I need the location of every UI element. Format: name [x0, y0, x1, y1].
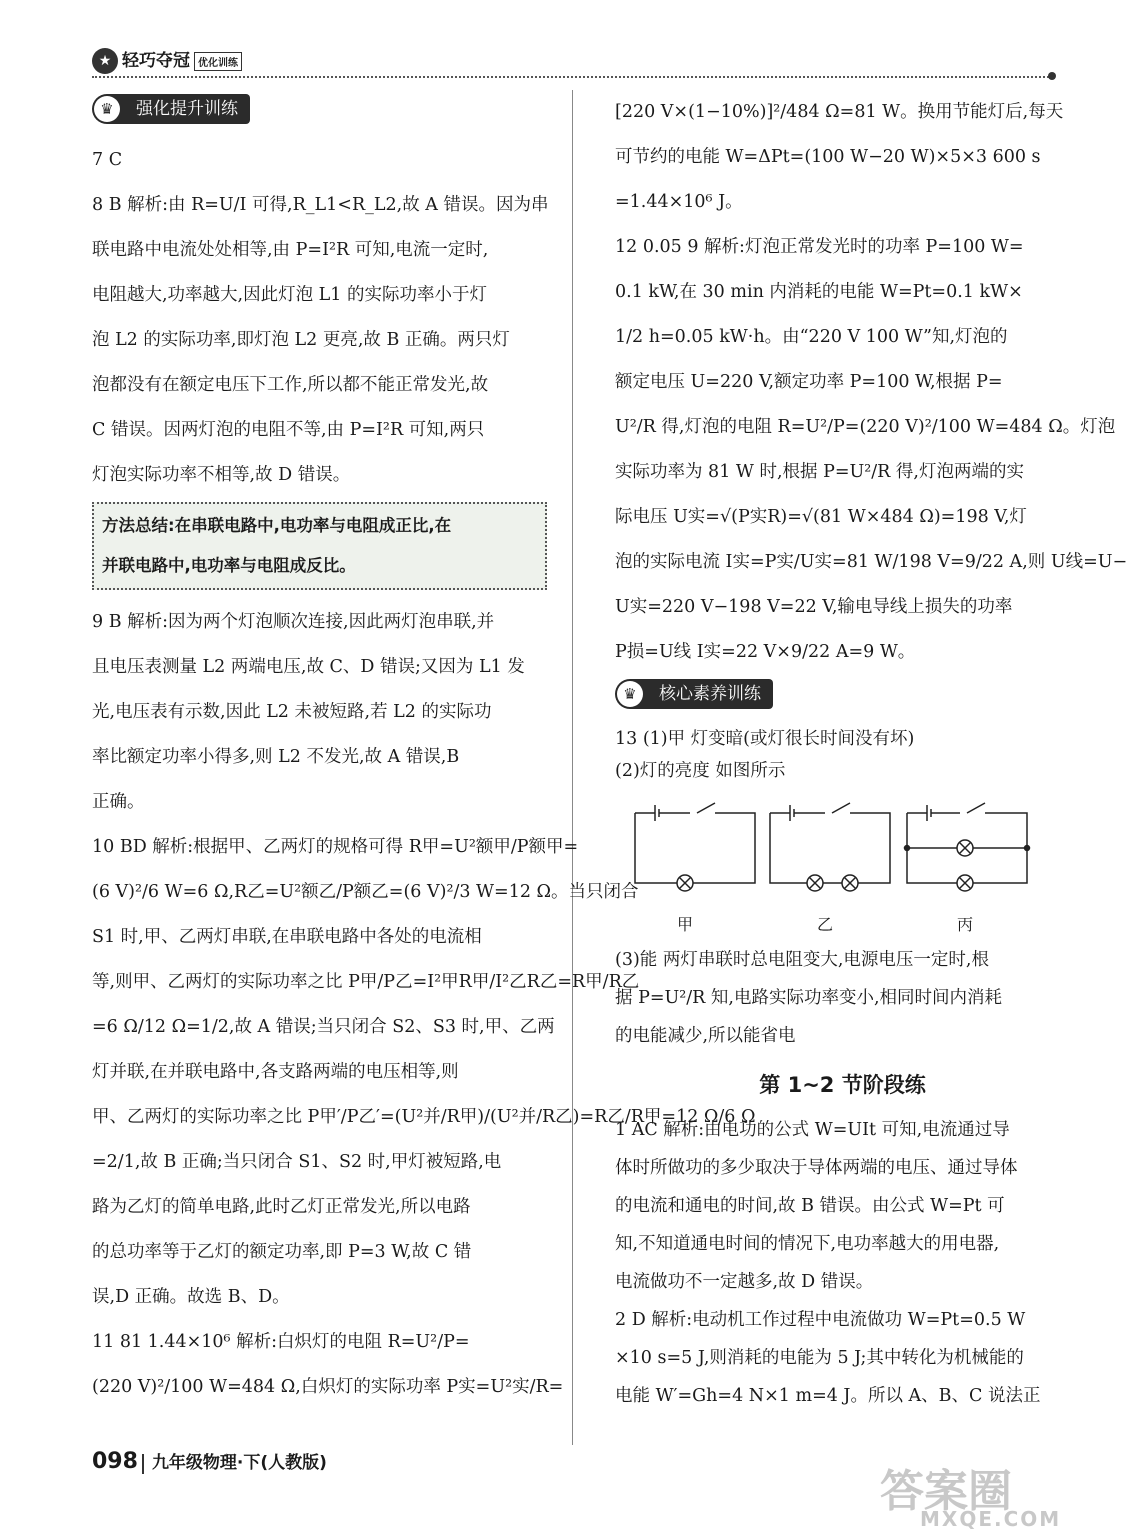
text-line: 电阻越大,功率越大,因此灯泡 L1 的实际功率小于灯 [92, 285, 488, 305]
circuit-label: 丙 [956, 915, 973, 934]
text-line: 7 C [92, 150, 123, 170]
text-line: 9 B 解析:因为两个灯泡顺次连接,因此两灯泡串联,并 [92, 612, 495, 632]
circuit-jia [635, 803, 755, 891]
text-line: 灯泡实际功率不相等,故 D 错误。 [92, 465, 351, 485]
text-line: 的电能减少,所以能省电 [615, 1026, 796, 1046]
logo-tag: 优化训练 [194, 52, 242, 71]
column-divider [572, 90, 573, 1445]
text-line: [220 V×(1−10%)]²/484 Ω=81 W。换用节能灯后,每天 [615, 102, 1064, 122]
answer-block-11-12 [615, 90, 1127, 675]
watermark [880, 1455, 1062, 1531]
text-line: U实=220 V−198 V=22 V,输电导线上损失的功率 [615, 597, 1013, 617]
page-header [92, 44, 1052, 78]
text-line: 且电压表测量 L2 两端电压,故 C、D 错误;又因为 L1 发 [92, 657, 525, 677]
text-line: 2 D 解析:电动机工作过程中电流做功 W=Pt=0.5 W [615, 1310, 1026, 1330]
text-line: 的电流和通电的时间,故 B 错误。由公式 W=Pt 可 [615, 1196, 1005, 1216]
method-summary-box [92, 502, 547, 590]
text-line: 路为乙灯的简单电路,此时乙灯正常发光,所以电路 [92, 1197, 471, 1217]
text-line: 知,不知道通电时间的情况下,电功率越大的用电器, [615, 1234, 1000, 1254]
text-line: 据 P=U²/R 知,电路实际功率变小,相同时间内消耗 [615, 988, 1003, 1008]
text-line: 泡都没有在额定电压下工作,所以都不能正常发光,故 [92, 375, 489, 395]
text-line: 光,电压表有示数,因此 L2 未被短路,若 L2 的实际功 [92, 702, 492, 722]
text-line: =6 Ω/12 Ω=1/2,故 A 错误;当只闭合 S2、S3 时,甲、乙两 [92, 1017, 555, 1037]
text-line: 0.1 kW,在 30 min 内消耗的电能 W=Pt=0.1 kW× [615, 282, 1023, 302]
method-line: 方法总结:在串联电路中,电功率与电阻成正比,在 [102, 516, 452, 535]
text-line: 可节约的电能 W=ΔPt=(100 W−20 W)×5×3 600 s [615, 147, 1041, 167]
text-line: U²/R 得,灯泡的电阻 R=U²/P=(220 V)²/100 W=484 Ω。灯泡 [615, 417, 1116, 437]
text-line: =2/1,故 B 正确;当只闭合 S1、S2 时,甲灯被短路,电 [92, 1152, 502, 1172]
text-line: 额定电压 U=220 V,额定功率 P=100 W,根据 P= [615, 372, 1003, 392]
text-line: 际电压 U实=√(P实R)=√(81 W×484 Ω)=198 V,灯 [615, 507, 1027, 527]
text-line: 13 (1)甲 灯变暗(或灯很长时间没有坏) [615, 729, 915, 749]
text-line: 1 AC 解析:由电功的公式 W=UIt 可知,电流通过导 [615, 1120, 1010, 1140]
circuit-diagrams [615, 793, 1045, 903]
text-line: 甲、乙两灯的实际功率之比 P甲′/P乙′=(U²并/R甲)/(U²并/R乙)=R乙/R甲=12 Ω/6 Ω [92, 1107, 756, 1127]
answer-block-13 [615, 723, 1070, 787]
text-line: ×10 s=5 J,则消耗的电能为 5 J;其中转化为机械能的 [615, 1348, 1024, 1368]
header-dot [1048, 72, 1056, 80]
answer-block-13-3 [615, 941, 1070, 1055]
crown-icon: ♛ [617, 681, 643, 707]
text-line: P损=U线 I实=22 V×9/22 A=9 W。 [615, 642, 916, 662]
text-line: 1/2 h=0.05 kW·h。由“220 V 100 W”知,灯泡的 [615, 327, 1008, 347]
circuit-labels [615, 912, 1035, 935]
text-line: 联电路中电流处处相等,由 P=I²R 可知,电流一定时, [92, 240, 489, 260]
text-line: 电流做功不一定越多,故 D 错误。 [615, 1272, 874, 1292]
text-line: 误,D 正确。故选 B、D。 [92, 1287, 290, 1307]
circuit-label: 乙 [816, 915, 833, 934]
logo-text: 轻巧夺冠 [122, 51, 190, 71]
text-line: (3)能 两灯串联时总电阻变大,电源电压一定时,根 [615, 950, 989, 970]
text-line: 等,则甲、乙两灯的实际功率之比 P甲/P乙=I²甲R甲/I²乙R乙=R甲/R乙 [92, 972, 640, 992]
text-line: 实际功率为 81 W 时,根据 P=U²/R 得,灯泡两端的实 [615, 462, 1024, 482]
text-line: C 错误。因两灯泡的电阻不等,由 P=I²R 可知,两只 [92, 420, 485, 440]
text-line: 泡的实际电流 I实=P实/U实=81 W/198 V=9/22 A,则 U线=U− [615, 552, 1127, 572]
text-line: 电能 W′=Gh=4 N×1 m=4 J。所以 A、B、C 说法正 [615, 1386, 1041, 1406]
watermark-site: MXQE.COM [920, 1507, 1062, 1531]
footer-bar [142, 1454, 144, 1474]
book-title: 九年级物理·下(人教版) [151, 1453, 327, 1473]
text-line: (2)灯的亮度 如图所示 [615, 761, 786, 781]
section-heading-text: 核心素养训练 [659, 684, 761, 704]
text-line: (220 V)²/100 W=484 Ω,白炽灯的实际功率 P实=U²实/R= [92, 1377, 564, 1397]
watermark-text: 答案圈 [880, 1466, 1012, 1517]
book-logo [92, 46, 242, 74]
right-column [615, 90, 1127, 1415]
text-line: =1.44×10⁶ J。 [615, 192, 743, 212]
page-footer [92, 1448, 327, 1474]
answer-block-7-8 [92, 138, 547, 498]
header-rule [92, 76, 1052, 78]
text-line: 的总功率等于乙灯的额定功率,即 P=3 W,故 C 错 [92, 1242, 472, 1262]
text-line: 11 81 1.44×10⁶ 解析:白炽灯的电阻 R=U²/P= [92, 1332, 470, 1352]
page-number: 098 [92, 1449, 138, 1474]
text-line: 灯并联,在并联电路中,各支路两端的电压相等,则 [92, 1062, 459, 1082]
circuit-bing [905, 803, 1030, 891]
text-line: 8 B 解析:由 R=U/I 可得,R_L1<R_L2,故 A 错误。因为串 [92, 195, 549, 215]
section-heading-text: 强化提升训练 [136, 99, 238, 119]
text-line: 10 BD 解析:根据甲、乙两灯的规格可得 R甲=U²额甲/P额甲= [92, 837, 579, 857]
text-line: 12 0.05 9 解析:灯泡正常发光时的功率 P=100 W= [615, 237, 1024, 257]
crown-icon: ♛ [94, 96, 120, 122]
text-line: 泡 L2 的实际功率,即灯泡 L2 更亮,故 B 正确。两只灯 [92, 330, 510, 350]
circuit-label: 甲 [676, 915, 693, 934]
text-line: 体时所做功的多少取决于导体两端的电压、通过导体 [615, 1158, 1018, 1178]
text-line: S1 时,甲、乙两灯串联,在串联电路中各处的电流相 [92, 927, 482, 947]
text-line: 率比额定功率小得多,则 L2 不发光,故 A 错误,B [92, 747, 460, 767]
answer-block-stage [615, 1111, 1070, 1415]
mascot-icon: ★ [92, 48, 118, 74]
text-line: (6 V)²/6 W=6 Ω,R乙=U²额乙/P额乙=(6 V)²/3 W=12 Ω。当只闭合 [92, 882, 639, 902]
text-line: 正确。 [92, 792, 145, 812]
section-heading-strengthen [92, 94, 250, 124]
circuit-yi [770, 803, 890, 891]
section-heading-core [615, 679, 773, 709]
stage-practice-title: 第 1~2 节阶段练 [759, 1073, 926, 1097]
method-line: 并联电路中,电功率与电阻成反比。 [102, 556, 356, 575]
